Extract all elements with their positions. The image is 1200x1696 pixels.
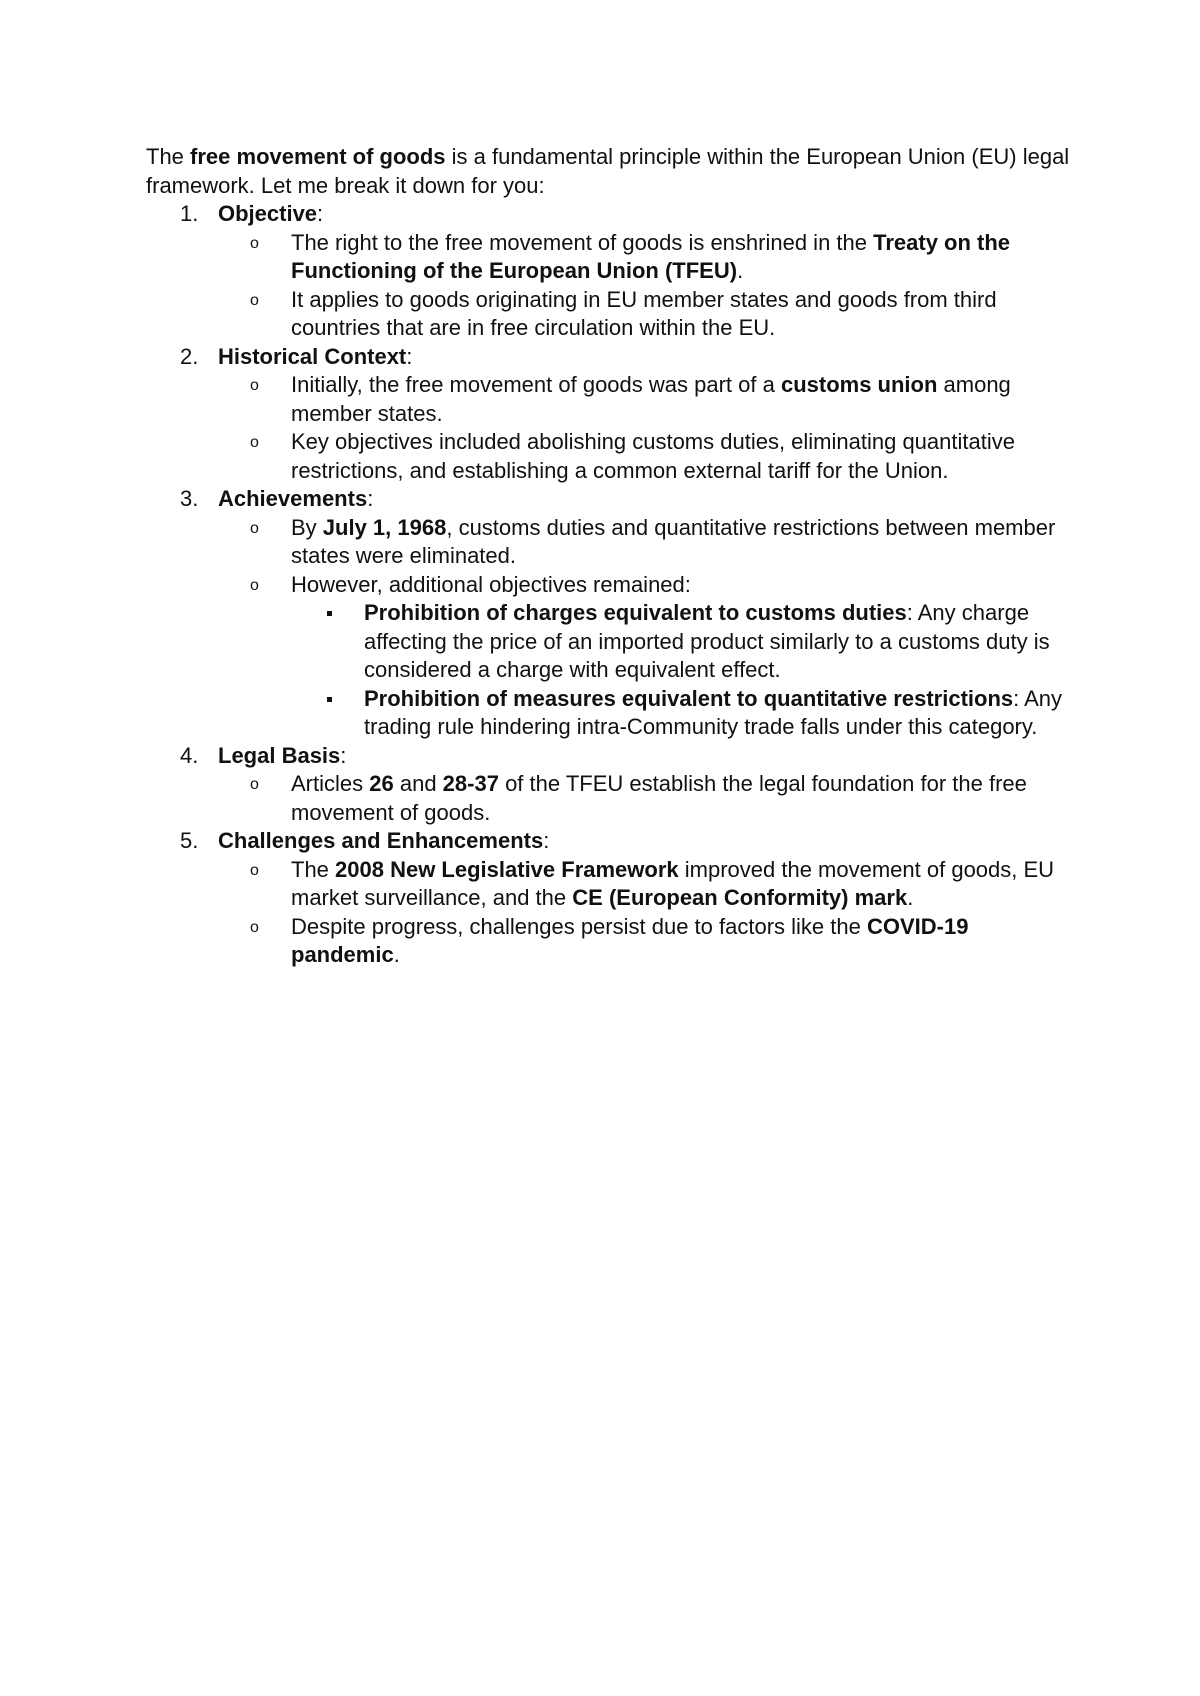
circle-bullet: o [250,918,259,936]
item-text: Articles [291,771,370,796]
item-bold: Prohibition of charges equivalent to customs duties [364,600,907,625]
list-item-achievements [146,485,1076,742]
list-item-objective [146,200,1076,343]
item-text: and [393,771,443,796]
sub-list-item [218,856,1076,913]
item-text: , customs duties and quantitative restrictions between member states were eliminated. [291,514,1056,568]
circle-bullet: o [250,291,259,309]
sub-list-item [218,913,1076,970]
list-number: 1. [180,201,199,226]
list-item-historical-context [146,343,1076,486]
circle-bullet: o [250,776,259,793]
square-bullet-icon [327,697,332,702]
sub-list-item [218,371,1076,428]
list-number: 5. [180,828,199,853]
intro-text: is a fundamental principle within the European Union (EU) legal framework. Let me break it down for you: [146,144,1070,198]
section-heading: Historical Context [218,343,407,369]
circle-bullet: o [250,519,259,537]
item-text: Key objectives included abolishing customs duties, eliminating quantitative restrictions, and establishing a common external tariff for the Union. [291,429,1015,483]
circle-bullet: o [250,234,259,252]
sub-list [218,514,1076,742]
circle-bullet: o [250,861,259,879]
sub-list-item [218,428,1076,485]
sub-list-item [218,514,1076,571]
item-bold: 26 [369,771,394,796]
square-bullet-icon [327,611,332,616]
sub-list-item [218,770,1076,827]
sub-list-item [218,571,1076,742]
section-heading: Objective [218,201,318,226]
item-text: The [291,856,336,882]
heading-colon: : [317,201,324,226]
item-text: However, additional objectives remained: [291,571,691,597]
sub-list [218,856,1076,970]
heading-colon: : [406,343,413,369]
square-bullet-list [291,599,1076,742]
square-list-item [291,685,1076,742]
item-text: . [393,942,400,967]
item-bold: Prohibition of measures equivalent to quantitative restrictions [364,685,1014,711]
numbered-list [146,200,1076,970]
item-text: Despite progress, challenges persist due to factors like the [291,913,867,939]
item-text: . [907,885,914,910]
intro-paragraph [146,143,1076,200]
heading-colon: : [340,742,347,768]
item-bold: July 1, 1968 [322,514,447,540]
item-bold: 2008 New Legislative Framework [335,856,679,882]
item-text: : Any charge affecting the price of an imported product similarly to a customs duty is considered a charge with equivalent effect. [364,600,1050,682]
item-bold: Treaty on the Functioning of the European Union (TFEU) [291,229,1011,283]
intro-bold: free movement of goods [190,144,446,169]
item-text: : Any trading rule hindering intra-Community trade falls under this category. [364,685,1063,739]
item-text: . [737,258,744,283]
item-bold: COVID-19 pandemic [291,913,969,967]
heading-colon: : [543,828,550,853]
square-list-item [291,599,1076,685]
sub-list [218,371,1076,485]
sub-list-item [218,286,1076,343]
item-bold: customs union [780,372,938,397]
item-text: By [291,514,323,540]
sub-list [218,770,1076,827]
list-number: 3. [180,486,199,511]
document-page [146,143,1076,970]
section-heading: Challenges and Enhancements [218,828,544,853]
section-heading: Achievements [218,486,368,511]
item-bold: 28-37 [442,771,499,796]
circle-bullet: o [250,377,259,394]
item-text: improved the movement of goods, EU market surveillance, and the [291,856,1055,910]
section-heading: Legal Basis [218,742,341,768]
sub-list-item [218,229,1076,286]
circle-bullet: o [250,576,259,594]
heading-colon: : [367,486,374,511]
item-text: It applies to goods originating in EU member states and goods from third countries that are in free circulation within the EU. [291,286,997,340]
item-text: Initially, the free movement of goods was part of a [291,372,781,397]
list-number: 2. [180,343,199,369]
item-bold: CE (European Conformity) mark [572,885,908,910]
circle-bullet: o [250,434,259,451]
list-item-legal-basis [146,742,1076,828]
list-number: 4. [180,742,199,768]
item-text: of the TFEU establish the legal foundation for the free movement of goods. [291,771,1027,825]
intro-text: The [146,144,191,169]
item-text: among member states. [291,372,1011,426]
list-item-challenges [146,827,1076,970]
sub-list [218,229,1076,343]
item-text: The right to the free movement of goods is enshrined in the [291,229,874,255]
